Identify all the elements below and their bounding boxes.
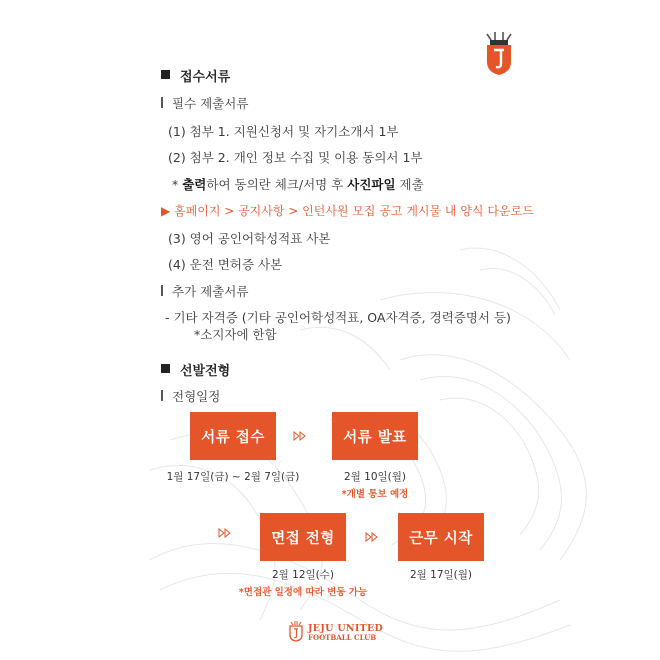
- step-4-date: 2월 17일(월): [409, 569, 472, 581]
- step-document-result: 서류 발표: [332, 412, 418, 460]
- additional-note: *소지자에 한함: [194, 327, 277, 342]
- club-name: [308, 624, 383, 642]
- arrow-right-icon: [365, 532, 379, 542]
- documents-title: 접수서류: [180, 70, 231, 85]
- selection-title: 선발전형: [180, 364, 231, 379]
- label-bar: [161, 285, 163, 296]
- schedule-label: 전형일정: [172, 389, 221, 404]
- additional-item: - 기타 자격증 (기타 공인어학성적표, OA자격증, 경력증명서 등): [165, 310, 511, 325]
- step-2-date: 2월 10일(월): [343, 471, 406, 483]
- label-bar: [161, 390, 163, 401]
- step-1-date: 1월 17일(금) ~ 2월 7일(금): [166, 471, 300, 483]
- arrow-right-icon: [293, 431, 307, 441]
- step-document-submission: 서류 접수: [190, 412, 276, 460]
- print-note: [172, 175, 424, 193]
- step-2-note: *개별 통보 예정: [341, 489, 409, 500]
- club-name-line-1: JEJU UNITED: [308, 623, 384, 634]
- required-item-2: (2) 첨부 2. 개인 정보 수집 및 이용 동의서 1부: [168, 150, 423, 165]
- required-documents-label: 필수 제출서류: [172, 96, 249, 111]
- note-bold-photo: 사진파일: [347, 177, 396, 192]
- step-3-note: *면접관 일정에 따라 변동 가능: [238, 587, 368, 598]
- download-instruction: ▶ 홈페이지 > 공지사항 > 인턴사원 모집 공고 게시물 내 양식 다운로드: [161, 204, 534, 218]
- additional-documents-label: 추가 제출서류: [172, 284, 249, 299]
- note-bold-print: 출력: [182, 177, 207, 192]
- note-star: *: [172, 177, 179, 192]
- required-item-1: (1) 첨부 1. 지원신청서 및 자기소개서 1부: [168, 124, 399, 139]
- jeju-united-crest-icon: [481, 30, 517, 76]
- step-interview: 면접 전형: [260, 513, 346, 561]
- section-bullet-square: [161, 364, 170, 373]
- jeju-united-crest-icon: [288, 620, 304, 642]
- step-3-date: 2월 12일(수): [271, 569, 334, 581]
- step-start-work: 근무 시작: [398, 513, 484, 561]
- note-text-2: 제출: [395, 177, 424, 192]
- required-item-4: (4) 운전 면허증 사본: [168, 257, 283, 272]
- note-text-1: 하여 동의란 체크/서명 후: [206, 177, 348, 192]
- label-bar: [161, 97, 163, 108]
- club-name-line-2: FOOTBALL CLUB: [308, 633, 377, 642]
- section-bullet-square: [161, 70, 170, 79]
- arrow-right-icon: [218, 528, 232, 538]
- required-item-3: (3) 영어 공인어학성적표 사본: [168, 231, 331, 246]
